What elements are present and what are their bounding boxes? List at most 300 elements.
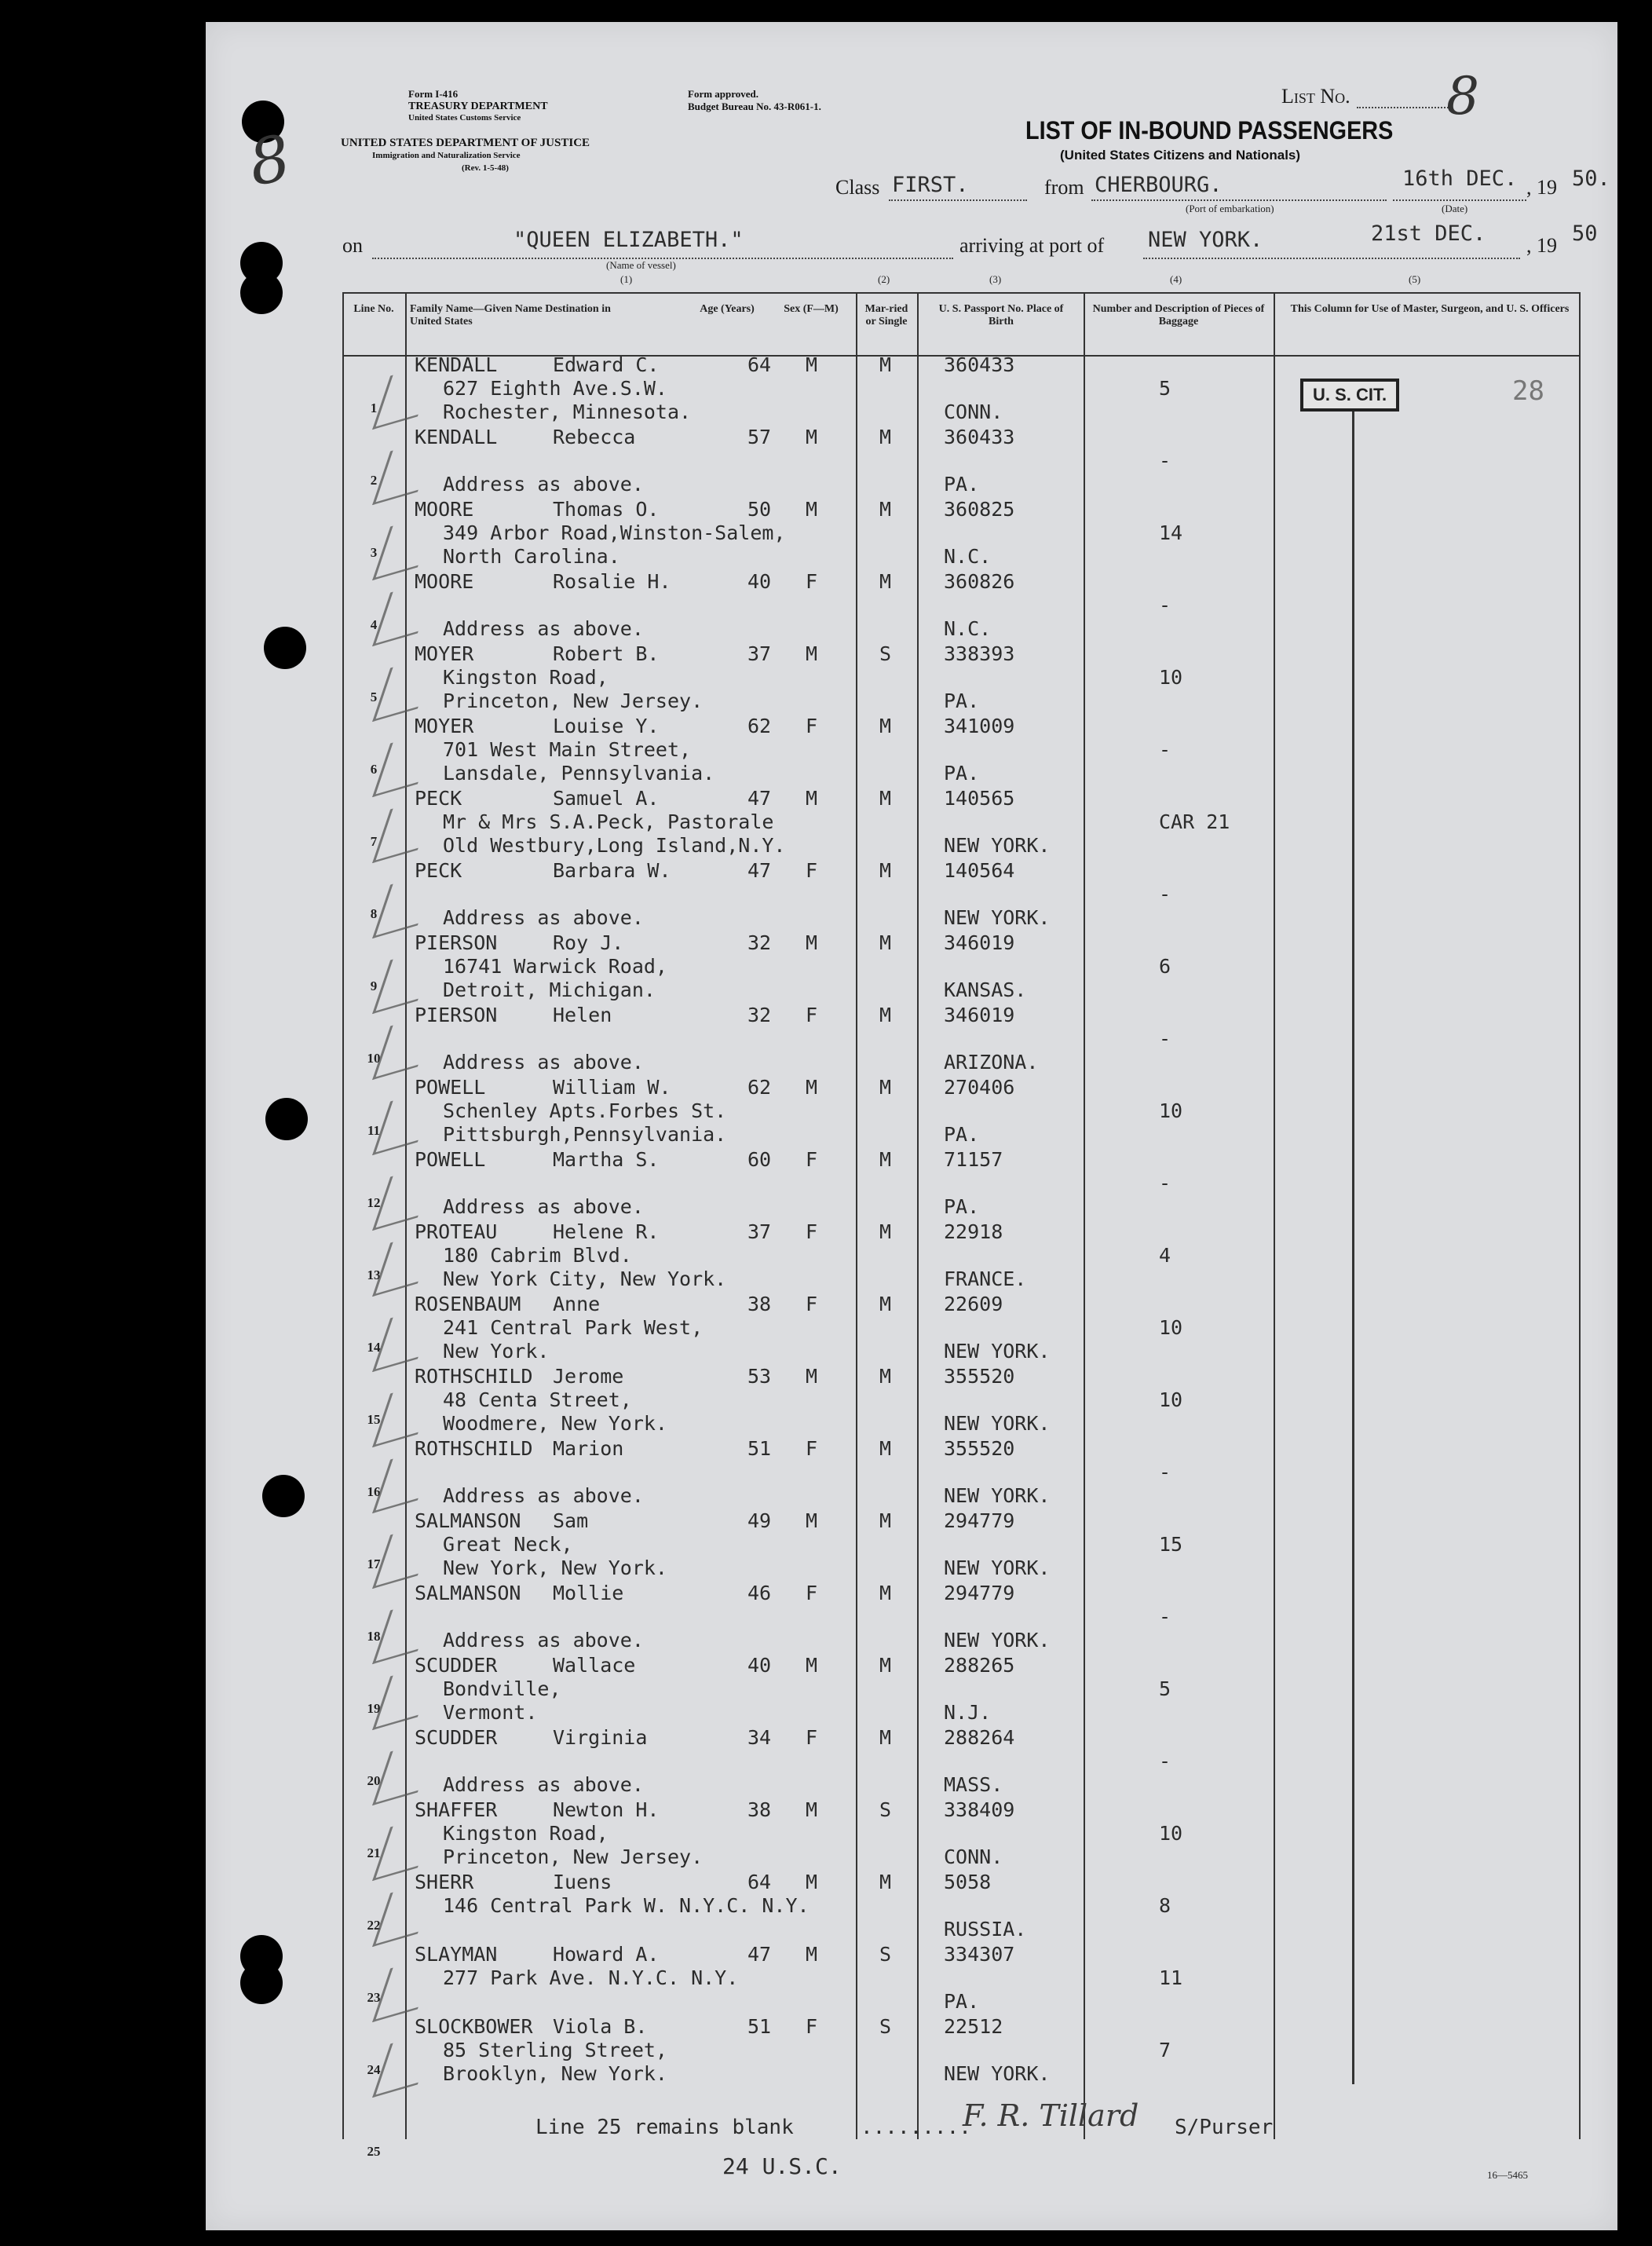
colhdr-line-no: Line No. (353, 303, 394, 315)
family-name: PECK (415, 787, 462, 810)
year-prefix: , 19 (1526, 176, 1557, 199)
passport-number: 140565 (944, 787, 1015, 810)
baggage: 5 (1159, 377, 1171, 400)
line-number: 8 (370, 906, 378, 921)
sex: F (806, 1220, 818, 1243)
age: 51 (747, 2015, 772, 2038)
age: 62 (747, 715, 772, 737)
baggage: 7 (1159, 2039, 1171, 2061)
place-of-birth: PA. (944, 690, 980, 712)
table-row (342, 1943, 1581, 2021)
address-line-2: New York. (443, 1340, 550, 1363)
line-number: 11 (367, 1123, 381, 1138)
justice-label: UNITED STATES DEPARTMENT OF JUSTICE (341, 137, 590, 149)
marital-status: M (879, 1220, 892, 1243)
baggage: - (1159, 1461, 1171, 1483)
check-mark (372, 1305, 436, 1372)
baggage: 10 (1159, 666, 1183, 689)
table-row (342, 353, 1581, 432)
sex: M (806, 426, 818, 448)
age: 62 (747, 1076, 772, 1099)
colhdr-married: Mar-ried or Single (864, 303, 908, 327)
passport-number: 270406 (944, 1076, 1015, 1099)
address-line-2: Vermont. (443, 1701, 538, 1724)
table-row (342, 1004, 1581, 1082)
date-underline (1393, 199, 1526, 201)
sex: F (806, 715, 818, 737)
place-of-birth: NEW YORK. (944, 1556, 1051, 1579)
family-name: SHERR (415, 1871, 474, 1893)
col-num-1: (1) (620, 273, 633, 285)
passport-number: 360433 (944, 426, 1015, 448)
baggage: - (1159, 1027, 1171, 1050)
sex: F (806, 1582, 818, 1604)
binder-hole (240, 272, 283, 314)
list-no-underline (1357, 107, 1451, 108)
baggage: - (1159, 1172, 1171, 1194)
marital-status: S (879, 1943, 892, 1966)
sex: M (806, 1943, 818, 1966)
address-line-2: Woodmere, New York. (443, 1412, 667, 1435)
line-number: 9 (370, 979, 378, 993)
marital-status: M (879, 1871, 892, 1893)
place-of-birth: N.C. (944, 617, 992, 640)
table-row (342, 1148, 1581, 1227)
check-mark (372, 1739, 436, 1805)
address-line-1: Kingston Road, (443, 666, 609, 689)
year-prefix-2: , 19 (1526, 234, 1557, 257)
sex: F (806, 570, 818, 593)
place-of-birth: KANSAS. (944, 979, 1027, 1001)
passport-number: 22918 (944, 1220, 1003, 1243)
address-line-2: Princeton, New Jersey. (443, 690, 704, 712)
given-name: Anne (553, 1293, 601, 1315)
passport-number: 360825 (944, 498, 1015, 521)
baggage: CAR 21 (1159, 810, 1230, 833)
age: 47 (747, 787, 772, 810)
address-line-1: Kingston Road, (443, 1822, 609, 1845)
line-number: 13 (367, 1267, 381, 1282)
port-caption: (Port of embarkation) (1186, 203, 1274, 214)
check-mark (372, 1013, 436, 1080)
family-name: SALMANSON (415, 1582, 521, 1604)
address-line-2: Princeton, New Jersey. (443, 1845, 704, 1868)
passport-number: 288264 (944, 1726, 1015, 1749)
list-no-value: 8 (1446, 66, 1479, 126)
form-number: Form I-416 (408, 88, 459, 100)
binder-hole (262, 1475, 305, 1517)
address-line-2: Detroit, Michigan. (443, 979, 656, 1001)
table-row (342, 1220, 1581, 1299)
marital-status: M (879, 498, 892, 521)
arrival-date: 21st DEC. (1371, 221, 1486, 246)
passport-number: 338393 (944, 642, 1015, 665)
baggage: - (1159, 594, 1171, 616)
address-line-2: New York City, New York. (443, 1267, 727, 1290)
family-name: ROSENBAUM (415, 1293, 521, 1315)
colhdr-baggage: Number and Description of Pieces of Baggage (1092, 303, 1265, 327)
table-row (342, 859, 1581, 938)
col-num-4: (4) (1170, 273, 1182, 285)
given-name: Samuel A. (553, 787, 660, 810)
table-row (342, 1509, 1581, 1588)
address-line-1: 241 Central Park West, (443, 1316, 704, 1339)
place-of-birth: NEW YORK. (944, 1484, 1051, 1507)
address-line-2: New York, New York. (443, 1556, 667, 1579)
budget-label: Budget Bureau No. 43-R061-1. (688, 101, 821, 112)
baggage: - (1159, 883, 1171, 905)
place-of-birth: CONN. (944, 401, 1003, 423)
table-row (342, 1654, 1581, 1732)
check-mark (372, 1230, 436, 1297)
age: 47 (747, 859, 772, 882)
sex: M (806, 1509, 818, 1532)
age: 49 (747, 1509, 772, 1532)
table-row (342, 1076, 1581, 1154)
place-of-birth: PA. (944, 762, 980, 785)
col-num-5: (5) (1409, 273, 1421, 285)
address-line-2: Address as above. (443, 1051, 644, 1074)
address-line-1: 701 West Main Street, (443, 738, 692, 761)
given-name: Edward C. (553, 353, 660, 376)
baggage: 10 (1159, 1388, 1183, 1411)
table-row (342, 787, 1581, 865)
family-name: PECK (415, 859, 462, 882)
line25-dots: ......... (861, 2116, 971, 2139)
line-number: 20 (367, 1773, 381, 1788)
class-value: FIRST. (892, 173, 969, 197)
on-label: on (342, 234, 363, 257)
passport-number: 360826 (944, 570, 1015, 593)
passenger-rows (342, 353, 1581, 2094)
passport-number: 294779 (944, 1582, 1015, 1604)
passport-number: 71157 (944, 1148, 1003, 1171)
given-name: Rebecca (553, 426, 636, 448)
line-number: 1 (370, 401, 378, 415)
table-row (342, 1582, 1581, 1660)
marital-status: M (879, 1293, 892, 1315)
place-of-birth: NEW YORK. (944, 906, 1051, 929)
ins-label: Immigration and Naturalization Service (372, 151, 521, 160)
sex: M (806, 787, 818, 810)
given-name: Newton H. (553, 1798, 660, 1821)
given-name: Jerome (553, 1365, 624, 1388)
address-line-2: Address as above. (443, 906, 644, 929)
age: 40 (747, 1654, 772, 1677)
arrival-underline (1143, 258, 1520, 259)
stamp-note: 28 (1512, 375, 1544, 407)
marital-status: M (879, 1004, 892, 1026)
address-line-1: Schenley Apts.Forbes St. (443, 1099, 727, 1122)
line-number: 2 (370, 473, 378, 488)
line-number: 14 (367, 1340, 381, 1355)
address-line-2: Address as above. (443, 1773, 644, 1796)
colhdr-age: Age (Years) (700, 303, 755, 315)
sex: F (806, 2015, 818, 2038)
from-label: from (1044, 176, 1084, 199)
sex: F (806, 1293, 818, 1315)
table-row (342, 570, 1581, 649)
marital-status: M (879, 715, 892, 737)
check-mark (372, 438, 436, 505)
col-num-3: (3) (989, 273, 1002, 285)
address-line-1: 48 Centa Street, (443, 1388, 632, 1411)
page-subtitle: (United States Citizens and Nationals) (1060, 148, 1301, 163)
table-row (342, 1293, 1581, 1371)
binder-hole (240, 1962, 283, 2004)
line-number: 18 (367, 1629, 381, 1644)
page-title: LIST OF IN-BOUND PASSENGERS (1025, 116, 1394, 144)
vessel-caption: (Name of vessel) (606, 259, 676, 271)
family-name: MOYER (415, 715, 474, 737)
family-name: KENDALL (415, 353, 498, 376)
class-underline (889, 199, 1027, 201)
purser-label: S/Purser (1175, 2116, 1274, 2139)
family-name: KENDALL (415, 426, 498, 448)
address-line-2: Brooklyn, New York. (443, 2062, 667, 2085)
age: 40 (747, 570, 772, 593)
marital-status: M (879, 1437, 892, 1460)
sex: F (806, 859, 818, 882)
baggage: 6 (1159, 955, 1171, 978)
marital-status: M (879, 353, 892, 376)
age: 64 (747, 353, 772, 376)
list-no-label: List No. (1281, 85, 1350, 108)
marital-status: S (879, 642, 892, 665)
given-name: Helene R. (553, 1220, 660, 1243)
table-row (342, 426, 1581, 504)
address-line-1: 277 Park Ave. N.Y.C. N.Y. (443, 1966, 739, 1989)
age: 53 (747, 1365, 772, 1388)
statute-reference: 24 U.S.C. (722, 2153, 842, 2179)
family-name: PROTEAU (415, 1220, 498, 1243)
approved-label: Form approved. (688, 88, 759, 100)
baggage: - (1159, 738, 1171, 761)
check-mark (372, 1447, 436, 1513)
passport-number: 341009 (944, 715, 1015, 737)
age: 50 (747, 498, 772, 521)
marital-status: M (879, 859, 892, 882)
address-line-2: Address as above. (443, 1484, 644, 1507)
age: 47 (747, 1943, 772, 1966)
family-name: SCUDDER (415, 1726, 498, 1749)
given-name: Barbara W. (553, 859, 671, 882)
baggage: 8 (1159, 1894, 1171, 1917)
family-name: MOORE (415, 570, 474, 593)
age: 60 (747, 1148, 772, 1171)
sex: M (806, 1365, 818, 1388)
passport-number: 334307 (944, 1943, 1015, 1966)
check-mark (372, 363, 436, 430)
check-mark (372, 1663, 436, 1730)
family-name: PIERSON (415, 931, 498, 954)
line-number: 10 (367, 1051, 381, 1066)
margin-number: 8 (243, 121, 296, 200)
family-name: SALMANSON (415, 1509, 521, 1532)
sex: M (806, 1654, 818, 1677)
baggage: 10 (1159, 1099, 1183, 1122)
given-name: Wallace (553, 1654, 636, 1677)
address-line-1: Bondville, (443, 1677, 561, 1700)
given-name: Thomas O. (553, 498, 660, 521)
given-name: Howard A. (553, 1943, 660, 1966)
check-mark (372, 796, 436, 863)
baggage: 10 (1159, 1822, 1183, 1845)
baggage: 11 (1159, 1966, 1183, 1989)
given-name: Louise Y. (553, 715, 660, 737)
given-name: Sam (553, 1509, 589, 1532)
age: 64 (747, 1871, 772, 1893)
given-name: Martha S. (553, 1148, 660, 1171)
address-line-2: North Carolina. (443, 545, 620, 568)
table-row (342, 498, 1581, 576)
age: 34 (747, 1726, 772, 1749)
marital-status: M (879, 1654, 892, 1677)
place-of-birth: FRANCE. (944, 1267, 1027, 1290)
family-name: MOORE (415, 498, 474, 521)
place-of-birth: NEW YORK. (944, 1412, 1051, 1435)
address-line-2: Address as above. (443, 1629, 644, 1652)
passport-number: 355520 (944, 1365, 1015, 1388)
check-mark (372, 1880, 436, 1947)
baggage: 14 (1159, 521, 1183, 544)
sex: F (806, 1437, 818, 1460)
customs-label: United States Customs Service (408, 113, 521, 123)
port-underline (1091, 199, 1387, 201)
family-name: SLOCKBOWER (415, 2015, 533, 2038)
sex: M (806, 1076, 818, 1099)
address-line-1: 16741 Warwick Road, (443, 955, 667, 978)
line-number: 23 (367, 1990, 381, 2005)
marital-status: M (879, 1726, 892, 1749)
age: 32 (747, 1004, 772, 1026)
age: 38 (747, 1798, 772, 1821)
line-number: 16 (367, 1484, 381, 1499)
year-suffix-2: 50 (1572, 221, 1598, 246)
place-of-birth: NEW YORK. (944, 1629, 1051, 1652)
given-name: Robert B. (553, 642, 660, 665)
date-caption: (Date) (1442, 203, 1468, 214)
marital-status: M (879, 1365, 892, 1388)
address-line-1: Mr & Mrs S.A.Peck, Pastorale (443, 810, 774, 833)
place-of-birth: RUSSIA. (944, 1918, 1027, 1941)
family-name: SHAFFER (415, 1798, 498, 1821)
passport-number: 346019 (944, 1004, 1015, 1026)
address-line-2: Old Westbury,Long Island,N.Y. (443, 834, 786, 857)
passport-number: 360433 (944, 353, 1015, 376)
place-of-birth: NEW YORK. (944, 834, 1051, 857)
arriving-label: arriving at port of (959, 234, 1105, 257)
port-embarkation: CHERBOURG. (1095, 173, 1223, 197)
passport-number: 22512 (944, 2015, 1003, 2038)
baggage: - (1159, 449, 1171, 472)
vessel-name: "QUEEN ELIZABETH." (514, 228, 744, 252)
marital-status: M (879, 1148, 892, 1171)
treasury-label: TREASURY DEPARTMENT (408, 101, 548, 112)
check-mark (372, 1088, 436, 1155)
address-line-2: Address as above. (443, 1195, 644, 1218)
passenger-table (342, 292, 1581, 2159)
address-line-2: Pittsburgh,Pennsylvania. (443, 1123, 727, 1146)
passport-number: 355520 (944, 1437, 1015, 1460)
baggage: 15 (1159, 1533, 1183, 1556)
place-of-birth: MASS. (944, 1773, 1003, 1796)
marital-status: M (879, 1509, 892, 1532)
place-of-birth: NEW YORK. (944, 2062, 1051, 2085)
marital-status: M (879, 931, 892, 954)
line-number: 15 (367, 1412, 381, 1427)
table-row (342, 931, 1581, 1010)
family-name: SCUDDER (415, 1654, 498, 1677)
year-suffix: 50. (1572, 166, 1610, 191)
marital-status: M (879, 1582, 892, 1604)
table-row (342, 1871, 1581, 1949)
colhdr-officers: This Column for Use of Master, Surgeon, and U. S. Officers (1290, 303, 1570, 315)
table-row (342, 715, 1581, 793)
place-of-birth: PA. (944, 1990, 980, 2013)
colhdr-name: Family Name—Given Name Destination in United States (410, 303, 611, 327)
table-row (342, 1365, 1581, 1443)
revision-label: (Rev. 1-5-48) (462, 163, 509, 173)
given-name: Mollie (553, 1582, 624, 1604)
given-name: Viola B. (553, 2015, 648, 2038)
given-name: Iuens (553, 1871, 612, 1893)
address-line-1: 180 Cabrim Blvd. (443, 1244, 632, 1267)
place-of-birth: CONN. (944, 1845, 1003, 1868)
line-number: 22 (367, 1918, 381, 1933)
line-number: 12 (367, 1195, 381, 1210)
table-top-border (342, 292, 1581, 294)
address-line-2: Lansdale, Pennsylvania. (443, 762, 715, 785)
table-row (342, 1726, 1581, 1805)
baggage: 5 (1159, 1677, 1171, 1700)
place-of-birth: N.J. (944, 1701, 992, 1724)
line25-note: Line 25 remains blank (535, 2116, 794, 2139)
given-name: Rosalie H. (553, 570, 671, 593)
check-mark (372, 655, 436, 722)
family-name: PIERSON (415, 1004, 498, 1026)
baggage: 10 (1159, 1316, 1183, 1339)
embark-date: 16th DEC. (1402, 166, 1518, 191)
age: 57 (747, 426, 772, 448)
address-line-1: 349 Arbor Road,Winston-Salem, (443, 521, 786, 544)
marital-status: S (879, 2015, 892, 2038)
address-line-1: Great Neck, (443, 1533, 573, 1556)
line-number: 5 (370, 690, 378, 704)
passport-number: 5058 (944, 1871, 992, 1893)
family-name: POWELL (415, 1076, 486, 1099)
line-number: 24 (367, 2062, 381, 2077)
check-mark (372, 1955, 436, 2022)
family-name: ROTHSCHILD (415, 1365, 533, 1388)
passport-number: 338409 (944, 1798, 1015, 1821)
address-line-1: 146 Central Park W. N.Y.C. N.Y. (443, 1894, 810, 1917)
age: 32 (747, 931, 772, 954)
arrival-port: NEW YORK. (1148, 228, 1263, 252)
given-name: William W. (553, 1076, 671, 1099)
family-name: SLAYMAN (415, 1943, 498, 1966)
given-name: Roy J. (553, 931, 624, 954)
line-number: 4 (370, 617, 378, 632)
passport-number: 22609 (944, 1293, 1003, 1315)
colhdr-passport: U. S. Passport No. Place of Birth (938, 303, 1064, 327)
sex: M (806, 353, 818, 376)
table-row (342, 2015, 1581, 2094)
line-number: 6 (370, 762, 378, 777)
colhdr-sex: Sex (F—M) (784, 303, 839, 315)
age: 38 (747, 1293, 772, 1315)
check-mark (372, 872, 436, 938)
